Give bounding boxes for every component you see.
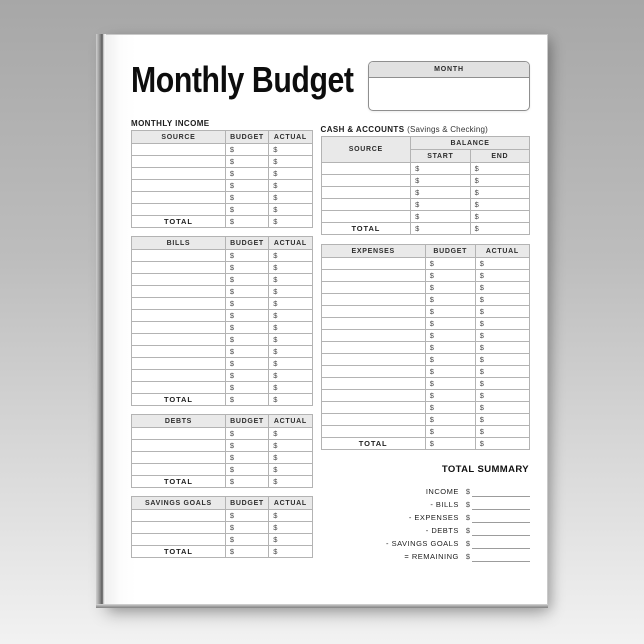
summary-fill-line [472,500,530,510]
table-header-row [321,137,529,150]
end-header: END [470,150,529,163]
total-row [132,216,313,228]
budget-header: BUDGET [225,415,268,428]
summary-row-label: = REMAINING [404,552,459,561]
section-name-header: EXPENSES [321,245,425,258]
blank-entry-row [321,378,529,390]
blank-entry-row [132,250,313,262]
total-label: TOTAL [321,223,411,235]
amount-cell: $ [225,192,268,204]
blank-entry-row [321,199,529,211]
entry-name-cell [321,390,425,402]
blank-entry-row [132,440,313,452]
entry-name-cell [321,163,411,175]
total-amount-cell: $ [425,438,475,450]
budget-header: BUDGET [225,131,268,144]
amount-cell: $ [269,250,312,262]
entry-name-cell [321,175,411,187]
entry-name-cell [132,370,226,382]
amount-cell: $ [475,282,529,294]
total-amount-cell: $ [225,394,268,406]
summary-row-label: - DEBTS [425,526,459,535]
blank-entry-row [132,156,313,168]
entry-name-cell [321,306,425,318]
total-row [132,476,313,488]
blank-entry-row [132,522,313,534]
entry-name-cell [132,522,226,534]
entry-name-cell [132,322,226,334]
entry-name-cell [132,452,226,464]
actual-header: ACTUAL [269,237,312,250]
amount-cell: $ [225,274,268,286]
total-row [321,438,529,450]
amount-cell: $ [425,330,475,342]
amount-cell: $ [425,258,475,270]
amount-cell: $ [269,370,312,382]
total-row [321,223,529,235]
total-row [132,394,313,406]
blank-entry-row [321,366,529,378]
blank-entry-row [321,354,529,366]
entry-name-cell [132,334,226,346]
total-summary-rows [380,484,530,562]
section-name-header: DEBTS [132,415,226,428]
total-row [132,546,313,558]
total-amount-cell: $ [475,438,529,450]
blank-entry-row [321,330,529,342]
entry-name-cell [132,346,226,358]
amount-cell: $ [425,306,475,318]
blank-entry-row [321,426,529,438]
amount-cell: $ [475,402,529,414]
total-amount-cell: $ [411,223,470,235]
amount-cell: $ [475,270,529,282]
amount-cell: $ [475,366,529,378]
balance-header: BALANCE [411,137,530,150]
total-label: TOTAL [132,476,226,488]
blank-entry-row [132,298,313,310]
blank-entry-row [132,144,313,156]
amount-cell: $ [269,144,312,156]
amount-cell: $ [425,294,475,306]
blank-entry-row [321,282,529,294]
amount-cell: $ [269,534,312,546]
summary-currency: $ [465,513,470,522]
actual-header: ACTUAL [475,245,529,258]
table-header-row [132,497,313,510]
actual-header: ACTUAL [269,415,312,428]
amount-cell: $ [269,428,312,440]
source-header: SOURCE [321,137,411,163]
amount-cell: $ [425,270,475,282]
entry-name-cell [132,310,226,322]
entry-name-cell [132,428,226,440]
total-label: TOTAL [132,216,226,228]
amount-cell: $ [225,382,268,394]
summary-fill-line [472,513,530,523]
entry-name-cell [132,274,226,286]
blank-entry-row [132,168,313,180]
amount-cell: $ [225,156,268,168]
table-header-row [132,131,313,144]
total-amount-cell: $ [269,394,312,406]
amount-cell: $ [269,274,312,286]
amount-cell: $ [225,370,268,382]
amount-cell: $ [425,414,475,426]
page-title: Monthly Budget [131,59,354,100]
amount-cell: $ [475,414,529,426]
cash-accounts-note: (Savings & Checking) [407,125,489,134]
blank-entry-row [132,192,313,204]
amount-cell: $ [475,294,529,306]
summary-row [380,484,530,497]
planner-page [106,34,548,605]
blank-entry-row [321,402,529,414]
amount-cell: $ [425,354,475,366]
blank-entry-row [132,382,313,394]
entry-name-cell [132,358,226,370]
actual-header: ACTUAL [269,131,312,144]
amount-cell: $ [411,163,470,175]
summary-fill-line [472,539,530,549]
blank-entry-row [132,534,313,546]
summary-currency: $ [465,487,470,496]
amount-cell: $ [470,163,529,175]
section-name-header: SAVINGS GOALS [132,497,226,510]
entry-name-cell [132,156,226,168]
blank-entry-row [132,274,313,286]
blank-entry-row [321,294,529,306]
amount-cell: $ [411,211,470,223]
entry-name-cell [132,192,226,204]
amount-cell: $ [269,334,312,346]
total-label: TOTAL [321,438,425,450]
page-content [106,35,547,604]
amount-cell: $ [269,168,312,180]
amount-cell: $ [225,204,268,216]
month-box [368,61,530,111]
total-amount-cell: $ [269,476,312,488]
entry-name-cell [321,426,425,438]
amount-cell: $ [411,199,470,211]
table-header-row [132,415,313,428]
total-amount-cell: $ [269,546,312,558]
total-amount-cell: $ [225,216,268,228]
amount-cell: $ [425,342,475,354]
blank-entry-row [321,306,529,318]
page-spine [96,34,106,607]
page-stack-edge [96,604,548,608]
cash-accounts-table [321,136,530,235]
amount-cell: $ [475,318,529,330]
amount-cell: $ [475,426,529,438]
entry-name-cell [321,187,411,199]
entry-name-cell [132,286,226,298]
amount-cell: $ [411,187,470,199]
summary-currency: $ [465,526,470,535]
blank-entry-row [132,286,313,298]
entry-name-cell [132,262,226,274]
savings-goals-table [131,496,313,558]
blank-entry-row [321,163,529,175]
summary-row-label: INCOME [425,487,459,496]
bills-table [131,236,313,406]
summary-row [380,497,530,510]
table-header-row [132,237,313,250]
summary-row [380,536,530,549]
amount-cell: $ [269,510,312,522]
amount-cell: $ [225,510,268,522]
amount-cell: $ [269,346,312,358]
blank-entry-row [132,358,313,370]
blank-entry-row [321,270,529,282]
total-label: TOTAL [132,394,226,406]
right-column [321,119,530,566]
summary-row [380,549,530,562]
entry-name-cell [321,414,425,426]
amount-cell: $ [225,250,268,262]
total-amount-cell: $ [225,546,268,558]
monthly-income-label: MONTHLY INCOME [131,119,210,128]
amount-cell: $ [475,330,529,342]
amount-cell: $ [269,286,312,298]
total-summary-title: TOTAL SUMMARY [441,464,529,475]
blank-entry-row [132,310,313,322]
debts-table [131,414,313,488]
amount-cell: $ [425,426,475,438]
entry-name-cell [321,402,425,414]
entry-name-cell [132,180,226,192]
blank-entry-row [321,175,529,187]
entry-name-cell [321,294,425,306]
entry-name-cell [132,534,226,546]
amount-cell: $ [225,144,268,156]
blank-entry-row [321,187,529,199]
blank-entry-row [132,346,313,358]
amount-cell: $ [225,346,268,358]
section-name-header: BILLS [132,237,226,250]
amount-cell: $ [225,522,268,534]
amount-cell: $ [225,358,268,370]
amount-cell: $ [269,298,312,310]
amount-cell: $ [225,428,268,440]
entry-name-cell [132,440,226,452]
expenses-table [321,244,530,450]
blank-entry-row [132,428,313,440]
summary-fill-line [472,487,530,497]
blank-entry-row [132,180,313,192]
blank-entry-row [132,510,313,522]
budget-header: BUDGET [425,245,475,258]
amount-cell: $ [225,286,268,298]
amount-cell: $ [470,175,529,187]
amount-cell: $ [470,211,529,223]
entry-name-cell [132,168,226,180]
amount-cell: $ [269,464,312,476]
entry-name-cell [321,270,425,282]
entry-name-cell [321,258,425,270]
amount-cell: $ [225,262,268,274]
blank-entry-row [132,464,313,476]
amount-cell: $ [425,402,475,414]
summary-currency: $ [465,539,470,548]
amount-cell: $ [225,452,268,464]
amount-cell: $ [475,306,529,318]
blank-entry-row [132,334,313,346]
entry-name-cell [321,211,411,223]
amount-cell: $ [411,175,470,187]
amount-cell: $ [269,310,312,322]
total-label: TOTAL [132,546,226,558]
blank-entry-row [321,258,529,270]
amount-cell: $ [475,342,529,354]
amount-cell: $ [225,534,268,546]
amount-cell: $ [269,204,312,216]
left-column [131,119,313,566]
summary-row-label: - EXPENSES [408,513,459,522]
amount-cell: $ [425,390,475,402]
amount-cell: $ [470,199,529,211]
amount-cell: $ [475,390,529,402]
entry-name-cell [132,382,226,394]
summary-row [380,523,530,536]
entry-name-cell [321,199,411,211]
actual-header: ACTUAL [269,497,312,510]
amount-cell: $ [269,440,312,452]
amount-cell: $ [225,168,268,180]
total-summary [380,464,530,562]
amount-cell: $ [225,440,268,452]
blank-entry-row [132,204,313,216]
amount-cell: $ [269,382,312,394]
blank-entry-row [321,390,529,402]
entry-name-cell [321,318,425,330]
summary-fill-line [472,526,530,536]
total-amount-cell: $ [269,216,312,228]
amount-cell: $ [225,310,268,322]
amount-cell: $ [225,334,268,346]
entry-name-cell [321,342,425,354]
summary-row [380,510,530,523]
blank-entry-row [132,452,313,464]
amount-cell: $ [470,187,529,199]
amount-cell: $ [225,322,268,334]
amount-cell: $ [269,522,312,534]
amount-cell: $ [225,298,268,310]
entry-name-cell [132,510,226,522]
amount-cell: $ [475,378,529,390]
entry-name-cell [321,366,425,378]
amount-cell: $ [269,156,312,168]
table-header-row [321,245,529,258]
entry-name-cell [321,330,425,342]
summary-currency: $ [465,552,470,561]
monthly-income-table [131,130,313,228]
total-amount-cell: $ [225,476,268,488]
blank-entry-row [132,322,313,334]
amount-cell: $ [425,366,475,378]
budget-header: BUDGET [225,497,268,510]
amount-cell: $ [225,180,268,192]
cash-accounts-title: CASH & ACCOUNTS [320,125,405,134]
amount-cell: $ [269,180,312,192]
entry-name-cell [132,250,226,262]
amount-cell: $ [425,318,475,330]
amount-cell: $ [225,464,268,476]
entry-name-cell [132,144,226,156]
amount-cell: $ [269,322,312,334]
total-amount-cell: $ [470,223,529,235]
amount-cell: $ [269,192,312,204]
amount-cell: $ [425,378,475,390]
main-columns [131,119,530,566]
entry-name-cell [321,282,425,294]
summary-row-label: - BILLS [430,500,459,509]
entry-name-cell [321,378,425,390]
summary-fill-line [472,552,530,562]
blank-entry-row [321,414,529,426]
blank-entry-row [321,342,529,354]
blank-entry-row [321,211,529,223]
amount-cell: $ [269,262,312,274]
blank-entry-row [132,370,313,382]
blank-entry-row [132,262,313,274]
entry-name-cell [132,298,226,310]
section-name-header: SOURCE [132,131,226,144]
entry-name-cell [132,464,226,476]
blank-entry-row [321,318,529,330]
summary-row-label: - SAVINGS GOALS [386,539,459,548]
amount-cell: $ [425,282,475,294]
page-header [131,59,530,119]
amount-cell: $ [269,452,312,464]
month-box-header: MONTH [369,62,529,78]
amount-cell: $ [475,354,529,366]
budget-header: BUDGET [225,237,268,250]
amount-cell: $ [269,358,312,370]
start-header: START [411,150,470,163]
entry-name-cell [132,204,226,216]
cash-accounts-label [321,125,530,134]
entry-name-cell [321,354,425,366]
summary-currency: $ [465,500,470,509]
amount-cell: $ [475,258,529,270]
